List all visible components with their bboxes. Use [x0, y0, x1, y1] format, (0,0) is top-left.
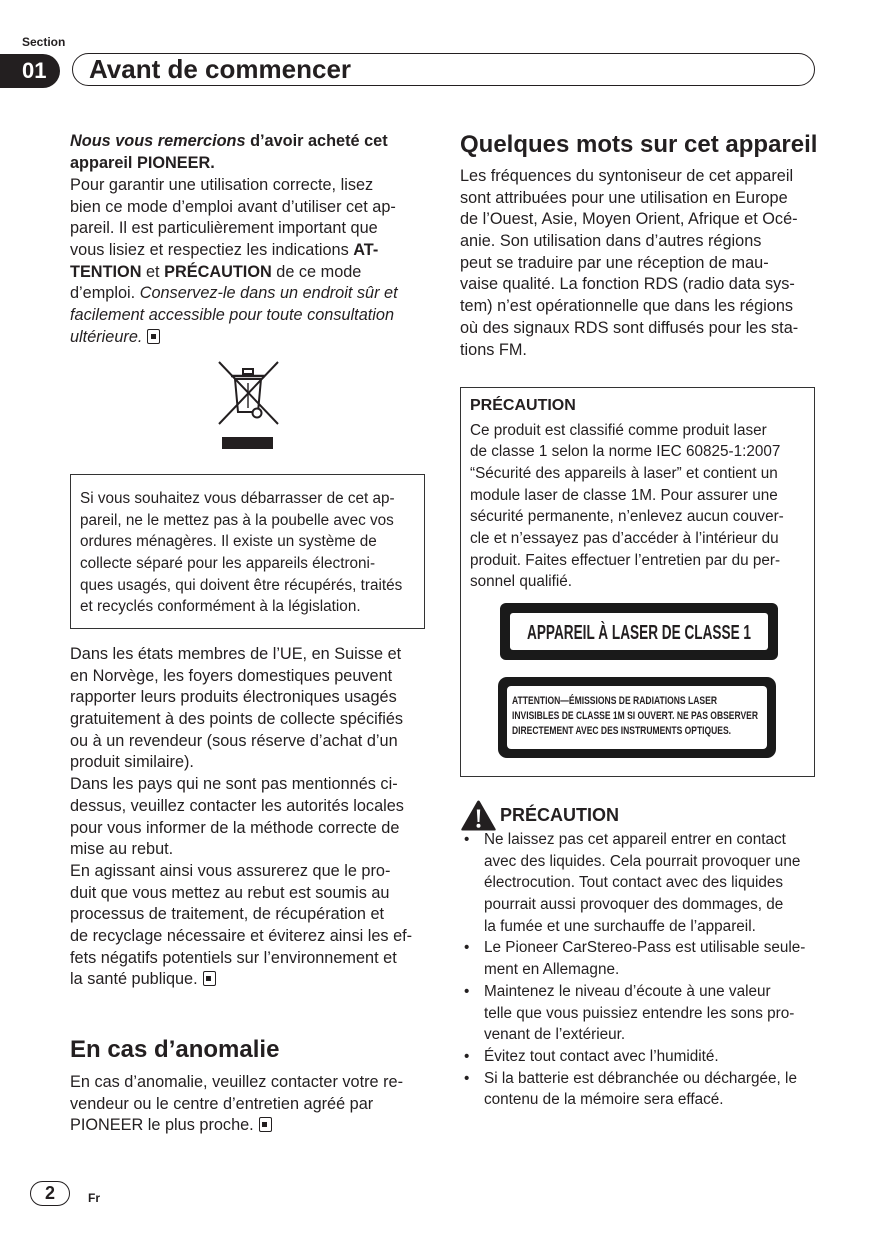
anomaly-paragraph [70, 1072, 403, 1137]
text-line [460, 209, 798, 231]
warning-triangle-icon [460, 799, 497, 832]
text-line [80, 596, 402, 618]
section-label: Section [22, 35, 66, 49]
bullet-item [484, 1046, 805, 1068]
bullet-line [484, 937, 805, 959]
bullet-line [484, 1046, 805, 1068]
text-line [70, 883, 412, 905]
text-line [470, 441, 784, 463]
text-line [70, 305, 398, 327]
line-text: venant de l’extérieur. [484, 1026, 626, 1044]
text-line [470, 528, 784, 550]
bullet-line [484, 959, 805, 981]
bullet-item [484, 1068, 805, 1111]
text-line [70, 1115, 403, 1137]
bullet-line [484, 1068, 805, 1090]
line-text: Si la batterie est débranchée ou déchargée, le [484, 1069, 797, 1087]
text-line [470, 550, 784, 572]
line-text: vaise qualité. La fonction RDS (radio data sys- [460, 275, 795, 294]
line-text: de recyclage nécessaire et éviterez ainsi les ef- [70, 926, 413, 945]
text-line [70, 861, 412, 883]
about-paragraph [460, 166, 798, 361]
about-heading: Quelques mots sur cet appareil [460, 131, 818, 158]
text-line [70, 197, 398, 219]
line-text: et [141, 262, 165, 281]
line-text: Ce produit est classifié comme produit laser [470, 421, 767, 439]
line-text: cle et n’essayez pas d’accéder à l’intérieur du [470, 529, 779, 547]
text-line [460, 274, 798, 296]
bullet-line [484, 1089, 805, 1111]
text-line [70, 175, 398, 197]
text-line [470, 506, 784, 528]
text-line [470, 420, 784, 442]
bullet-line [484, 872, 805, 894]
disposal-notice-box [70, 474, 425, 629]
text-line [80, 531, 402, 553]
line-text: pour vous informer de la méthode correcte de [70, 818, 400, 837]
bullet-line [484, 981, 805, 1003]
line-text: dessus, veuillez contacter les autorités locales [70, 796, 404, 815]
line-text: anie. Son utilisation dans d’autres régions [460, 232, 762, 251]
text-line [70, 644, 412, 666]
section-number: 01 [22, 58, 47, 83]
line-text: Maintenez le niveau d’écoute à une valeur [484, 982, 771, 1000]
line-text: Dans les états membres de l’UE, en Suisse et [70, 645, 402, 663]
line-text: peut se traduire par une réception de mau- [460, 253, 769, 272]
text-line [470, 463, 784, 485]
text-line [70, 774, 412, 796]
line-text: module laser de classe 1M. Pour assurer une [470, 486, 778, 504]
line-text: Ne laissez pas cet appareil entrer en contact [484, 831, 786, 848]
italic-note: Conservez-le dans un endroit sûr et [139, 284, 398, 303]
text-line [460, 296, 798, 318]
line-text: la fumée et une surchauffe de l’appareil. [484, 917, 756, 935]
section-title-bar [72, 53, 815, 86]
line-text: ordures ménagères. Il existe un système de [80, 533, 377, 551]
text-line [470, 571, 784, 593]
text-line [80, 575, 402, 597]
bullet-line [484, 894, 805, 916]
precaution-list [484, 829, 805, 1111]
line-text: vous lisiez et respectiez les indications [70, 241, 354, 260]
text-line [70, 926, 412, 948]
line-text: électrocution. Tout contact avec des liquides [484, 874, 784, 892]
text-line [80, 488, 402, 510]
precaution-keyword: PRÉCAUTION [164, 262, 272, 281]
line-text: la santé publique. [70, 970, 198, 989]
line-text: pareil. Il est particulièrement important que [70, 219, 378, 238]
line-text: Les fréquences du syntoniseur de cet appareil [460, 167, 794, 185]
laser-warning-line: INVISIBLES DE CLASSE 1M SI OUVERT. NE PAS OBSERVER [512, 710, 759, 722]
line-text: En cas d’anomalie, veuillez contacter votre re- [70, 1073, 404, 1091]
intro-title-line [70, 131, 388, 153]
end-of-section-icon [147, 329, 160, 344]
line-text: Dans les pays qui ne sont pas mentionnés ci- [70, 775, 398, 794]
text-line [70, 709, 412, 731]
text-line [70, 818, 412, 840]
bullet-item [484, 829, 805, 937]
intro-title-brand: appareil PIONEER. [70, 153, 215, 172]
text-line [70, 969, 412, 991]
line-text: pareil, ne le mettez pas à la poubelle avec vos [80, 511, 394, 529]
line-text: bien ce mode d’emploi avant d’utiliser cet ap- [70, 197, 396, 216]
bullet-line [484, 1003, 805, 1025]
attention-keyword: AT- [353, 241, 379, 260]
text-line [460, 188, 798, 210]
text-line [460, 340, 798, 362]
laser-caution-text [470, 420, 784, 594]
text-line [70, 731, 412, 753]
attention-keyword: TENTION [70, 262, 142, 281]
laser-warning-label [498, 677, 776, 758]
line-text: En agissant ainsi vous assurerez que le pro- [70, 861, 391, 880]
line-text: ment en Allemagne. [484, 961, 620, 979]
line-text: sonnel qualifié. [470, 573, 573, 591]
text-line [70, 1094, 403, 1116]
line-text: sécurité permanente, n’enlevez aucun couver- [470, 508, 784, 526]
line-text: processus de traitement, de récupération et [70, 905, 385, 924]
text-line [70, 687, 412, 709]
line-text: avec des liquides. Cela pourrait provoquer une [484, 852, 801, 870]
line-text: Le Pioneer CarStereo-Pass est utilisable seule- [484, 939, 806, 957]
laser-class-label-text: APPAREIL À LASER DE CLASSE 1 [527, 622, 857, 644]
disposal-info-paragraph [70, 644, 412, 991]
line-text: en Norvège, les foyers domestiques peuvent [70, 666, 393, 685]
text-line [470, 485, 784, 507]
text-line [460, 231, 798, 253]
line-text: de l’Ouest, Asie, Moyen Orient, Afrique et Océ- [460, 210, 798, 229]
line-text: tem) n’est opérationnelle que dans les régions [460, 297, 794, 316]
line-text: d’emploi. [70, 284, 140, 303]
line-text: Pour garantir une utilisation correcte, lisez [70, 176, 374, 194]
text-line [70, 218, 398, 240]
line-text: et recyclés conformément à la législation. [80, 598, 361, 616]
line-text: “Sécurité des appareils à laser” et contient un [470, 464, 778, 482]
laser-warning-line: ATTENTION—ÉMISSIONS DE RADIATIONS LASER [512, 695, 776, 707]
intro-title [70, 131, 388, 174]
line-text: de classe 1 selon la norme IEC 60825-1:2007 [470, 443, 781, 461]
line-text: PIONEER le plus proche. [70, 1116, 254, 1135]
text-line [70, 948, 412, 970]
weee-crossed-out-bin-icon [214, 357, 284, 453]
bullet-line [484, 851, 805, 873]
line-text: fets négatifs potentiels sur l’environnement et [70, 948, 397, 967]
text-line [70, 839, 412, 861]
section-number-tab [0, 54, 60, 88]
end-of-section-icon [203, 971, 216, 986]
line-text: mise au rebut. [70, 840, 174, 859]
intro-paragraph [70, 175, 398, 349]
text-line [460, 166, 798, 188]
text-line [70, 752, 412, 774]
text-line [70, 283, 398, 305]
precaution-title: PRÉCAUTION [500, 805, 620, 825]
line-text: tions FM. [460, 340, 527, 359]
line-text: où des signaux RDS sont diffusés pour les sta- [460, 318, 799, 337]
bullet-line [484, 829, 805, 851]
laser-warning-line: DIRECTEMENT AVEC DES INSTRUMENTS OPTIQUES. [512, 725, 731, 737]
laser-class-label [500, 603, 857, 660]
laser-caution-box [460, 387, 857, 777]
bullet-line [484, 916, 805, 938]
italic-note: ultérieure. [70, 327, 143, 346]
intro-title-line [70, 153, 388, 175]
line-text: collecte séparé pour les appareils électroni- [80, 555, 376, 573]
text-line [70, 666, 412, 688]
line-text: produit similaire). [70, 753, 194, 772]
text-line [80, 510, 402, 532]
bullet-line [484, 1024, 805, 1046]
line-text: telle que vous puissiez entendre les sons pro- [484, 1004, 795, 1022]
line-text: rapporter leurs produits électroniques usagés [70, 688, 397, 707]
bullet-item [484, 981, 805, 1046]
line-text: gratuitement à des points de collecte spécifiés [70, 710, 404, 729]
text-line [70, 904, 412, 926]
text-line [70, 262, 398, 284]
text-line [460, 318, 798, 340]
anomaly-heading: En cas d’anomalie [70, 1036, 280, 1063]
line-text: ou à un revendeur (sous réserve d’achat d’un [70, 731, 398, 750]
text-line [460, 253, 798, 275]
disposal-notice-text [80, 488, 402, 618]
line-text: de ce mode [271, 262, 362, 281]
line-text: Si vous souhaitez vous débarrasser de cet ap- [80, 490, 395, 507]
text-line [70, 240, 398, 262]
line-text: Évitez tout contact avec l’humidité. [484, 1047, 719, 1065]
line-text: duit que vous mettez au rebut est soumis au [70, 883, 390, 902]
line-text: contenu de la mémoire sera effacé. [484, 1091, 724, 1109]
line-text: pourrait aussi provoquer des dommages, de [484, 896, 784, 914]
text-line [70, 327, 398, 349]
laser-caution-title: PRÉCAUTION [470, 397, 576, 414]
section-title: Avant de commencer [89, 54, 352, 84]
text-line [70, 796, 412, 818]
bullet-item [484, 937, 805, 980]
italic-note: facilement accessible pour toute consultation [70, 306, 395, 325]
language-code: Fr [88, 1191, 100, 1205]
page-number: 2 [30, 1181, 70, 1206]
intro-title-thanks: Nous vous remercions [70, 132, 246, 150]
end-of-section-icon [259, 1117, 272, 1132]
text-line [80, 553, 402, 575]
intro-title-rest: d’avoir acheté cet [245, 132, 388, 150]
line-text: vendeur ou le centre d’entretien agréé par [70, 1094, 374, 1113]
line-text: ques usagés, qui doivent être récupérés, traités [80, 576, 403, 594]
line-text: produit. Faites effectuer l’entretien par du per- [470, 551, 781, 569]
line-text: sont attribuées pour une utilisation en Europe [460, 188, 788, 207]
text-line [70, 1072, 403, 1094]
